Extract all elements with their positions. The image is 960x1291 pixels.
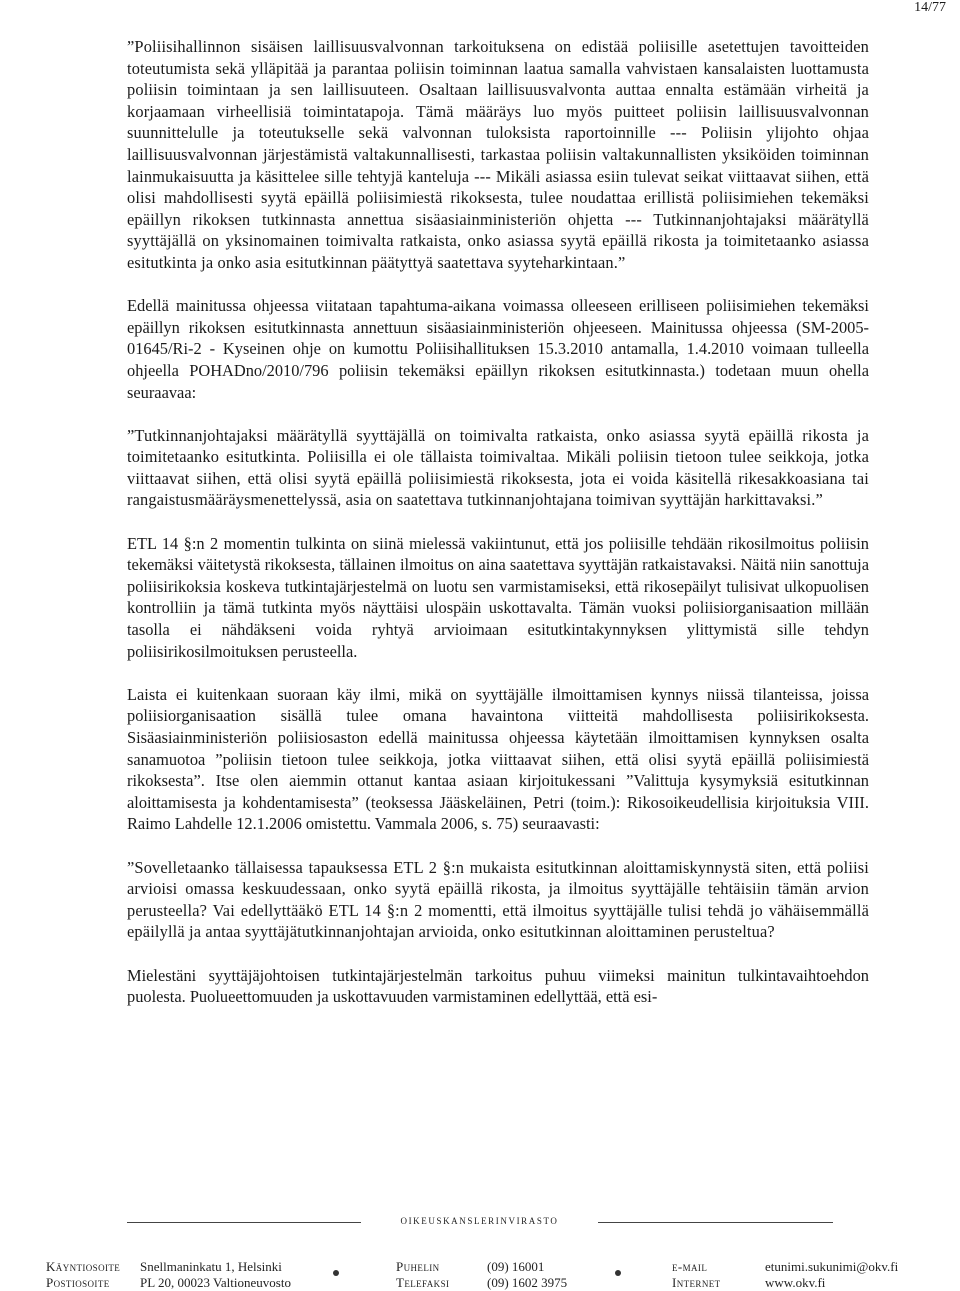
footer-post-value: PL 20, 00023 Valtioneuvosto <box>140 1275 291 1290</box>
footer-dot-icon <box>615 1270 621 1276</box>
body-paragraph-2: Edellä mainitussa ohjeessa viitataan tapahtuma-aikana voimassa olleeseen erilliseen poliisimiehen tekemäksi epäillyn rikoksen esitutkinnasta annettuun sisäasiainministeriön ohjeeseen. Mainitussa ohjeessa (SM-2005-01645/Ri-2 - Kyseinen ohje on kumottu Poliisihallituksen 15.3.2010 antamalla, 1.4.2010 voimaan tulleella ohjeella POHADno/2010/796 poliisin tekemäksi epäillyn rikoksen esitutkinnasta.) todetaan muun ohella seuraavaa: <box>127 296 869 402</box>
footer-fax-label: Telefaksi <box>396 1275 450 1290</box>
quote-paragraph-6: ”Sovelletaanko tällaisessa tapauksessa ETL 2 §:n mukaista esitutkinnan aloittamiskynnystä siten, että poliisi arvioisi omassa keskuudessaan, onko syytä epäillä rikosta, ja ilmoitus syyttäjälle tehtäisiin tämän arvion perusteella? Vai edellyttääkö ETL 14 §:n 2 momentti, että ilmoitus syyttäjälle tulisi tehdä jo vähäisemmällä epäilyllä ja antaa syyttäjätutkinnanjohtajan arvioida, onko esitutkinnan aloittaminen perusteltua? <box>127 857 869 942</box>
quote-paragraph-1: ”Poliisihallinnon sisäisen laillisuusvalvonnan tarkoituksena on edistää poliisille asetettujen tavoitteiden toteutumista sekä ylläpitää ja parantaa poliisin toiminnan laatua samalla vahvistaen kansalaisten luottamusta poliisin toimintaan ja sen laillisuuteen. Osaltaan laillisuusvalvonta auttaa ennalta estämään virheitä ja korjaamaan virheellisiä toimintatapoja. Tämä määräys luo myös puitteet poliisin laillisuusvalvonnan suunnittelulle ja toteutukselle sekä valvonnan tuloksista raportoinnille --- Poliisin ylijohto ohjaa laillisuusvalvonnan järjestämistä valtakunnallisesti, tarkastaa poliisin valtakunnallisten yksiköiden toiminnan lainmukaisuutta ja käsittelee sille tehtyjä kanteluja --- Mikäli asiassa esiin tulevat seikat viittaavat siihen, että olisi mahdollisesti syytä epäillä poliisimiestä rikoksesta, tulee noudattaa erillistä poliisimiehen tekemäksi epäillyn rikoksen tutkinnasta annettua sisäasiainministeriön ohjetta --- Tutkinnanjohtajaksi määrätyllä syyttäjällä on yksinomainen toimivalta ratkaista, onko asiassa syytä epäillä rikosta ja toimitetaanko asiassa esitutkinta ja onko asia esitutkinnan päätyttyä saatettava syyteharkintaan.” <box>127 37 869 272</box>
footer-org-name: oikeuskanslerinvirasto <box>400 1213 559 1227</box>
footer-dot-icon <box>333 1270 339 1276</box>
quote-paragraph-3: ”Tutkinnanjohtajaksi määrätyllä syyttäjällä on toimivalta ratkaista, onko asiassa syytä epäillä rikosta ja toimitetaanko esitutkinta. Poliisilla ei ole tällaista toimivaltaa. Mikäli poliisin tietoon tulee seikkoja, jotka viittaavat siihen, että olisi syytä epäillä poliisimiestä rikoksesta, jota ei voida käsitellä rikesakkoasiana tai rangaistusmääräysmenettelyssä, asia on saatettava tutkinnanjohtajana toimivan syyttäjän harkittavaksi.” <box>127 425 869 510</box>
footer-web-value[interactable]: www.okv.fi <box>765 1275 826 1290</box>
footer-rule-left <box>127 1222 361 1223</box>
footer-post-label: Postiosoite <box>46 1275 110 1290</box>
footer-fax-value: (09) 1602 3975 <box>487 1275 568 1290</box>
footer-email-label: e-mail <box>672 1259 708 1274</box>
body-paragraph-4: ETL 14 §:n 2 momentin tulkinta on siinä mielessä vakiintunut, että jos poliisille tehdään rikosilmoitus poliisin tekemäksi väitetystä rikoksesta, tällainen ilmoitus on aina saatettava syyttäjän ratkaistavaksi. Näitä niin sanottuja poliisirikoksia koskeva tutkintajärjestelmä on luotu sen varmistamiseksi, että rikosepäilyt tulisivat ulkopuolisen kontrolliin ja tämä tutkinta myös näyttäisi ulospäin uskottavalta. Tämän vuoksi poliisiorganisaation millään tasolla ei nähdäkseni voida ryhtyä arvioimaan esitutkintakynnyksen ylittymistä sille tehdyn poliisirikosilmoituksen perusteella. <box>127 533 869 661</box>
document-body <box>127 36 869 1008</box>
footer-phone-value: (09) 16001 <box>487 1259 545 1274</box>
footer-visit-value: Snellmaninkatu 1, Helsinki <box>140 1259 282 1274</box>
page-number: 14/77 <box>914 0 946 15</box>
footer-web-label: Internet <box>672 1275 721 1290</box>
footer-email-value[interactable]: etunimi.sukunimi@okv.fi <box>765 1259 899 1274</box>
footer-rule-right <box>598 1222 833 1223</box>
body-paragraph-5: Laista ei kuitenkaan suoraan käy ilmi, mikä on syyttäjälle ilmoittamisen kynnys niissä tilanteissa, joissa poliisiorganisaation sisällä tulee omana havaintona viitteitä mahdollisesta poliisirikoksesta. Sisäasiainministeriön poliisiosaston edellä mainitussa ohjeessa käytetään ilmoittamisen kynnyksen osalta sanamuotoa ”poliisin tietoon tulee seikkoja, jotka viittaavat siihen, että olisi syytä epäillä poliisimiestä rikoksesta”. Itse olen aiemmin ottanut kantaa asiaan kirjoitukessani ”Valittuja kysymyksiä esitutkinnan aloittamisesta ja kohdentamisesta” (teoksessa Jääskeläinen, Petri (toim.): Rikosoikeudellisia kirjoituksia VIII. Raimo Lahdelle 12.1.2006 omistettu. Vammala 2006, s. 75) seuraavasti: <box>127 684 869 834</box>
body-paragraph-7: Mielestäni syyttäjäjohtoisen tutkintajärjestelmän tarkoitus puhuu viimeksi mainitun tulkintavaihtoehdon puolesta. Puolueettomuuden ja uskottavuuden varmistaminen edellyttää, että esi- <box>127 965 869 1007</box>
footer-phone-label: Puhelin <box>396 1259 440 1274</box>
footer-visit-label: Käyntiosoite <box>46 1259 121 1274</box>
